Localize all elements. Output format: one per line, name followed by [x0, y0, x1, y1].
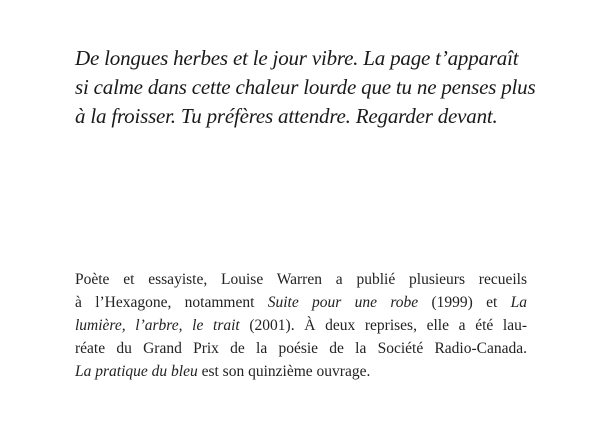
bio-text: Poète et essayiste, Louise Warren a publié plusieurs recueils [75, 271, 527, 288]
bio-text: (2001). À deux reprises, elle a été lau- [239, 317, 528, 334]
poem-excerpt [75, 44, 545, 131]
poem-line: De longues herbes et le jour vibre. La page t’apparaît [75, 46, 519, 70]
poem-line: à la froisser. Tu préfères attendre. Regarder devant. [75, 104, 498, 128]
book-title: La [510, 294, 527, 311]
book-title: Suite pour une robe [267, 294, 419, 311]
poem-line: si calme dans cette chaleur lourde que tu ne penses plus [75, 75, 536, 99]
book-title: lumière, l’arbre, le trait [75, 317, 240, 334]
book-title: La pratique du bleu [75, 363, 198, 380]
bio-text: est son quinzième ouvrage. [197, 363, 371, 380]
bio-text: (1999) et [418, 294, 511, 311]
bio-line [75, 314, 527, 337]
bio-line [75, 337, 527, 360]
bio-text: à l’Hexagone, notamment [75, 294, 268, 311]
author-bio [75, 268, 527, 383]
bio-text: réate du Grand Prix de la poésie de la Société Radio-Canada. [75, 340, 527, 357]
bio-line [75, 360, 527, 383]
bio-line [75, 291, 527, 314]
bio-line [75, 268, 527, 291]
